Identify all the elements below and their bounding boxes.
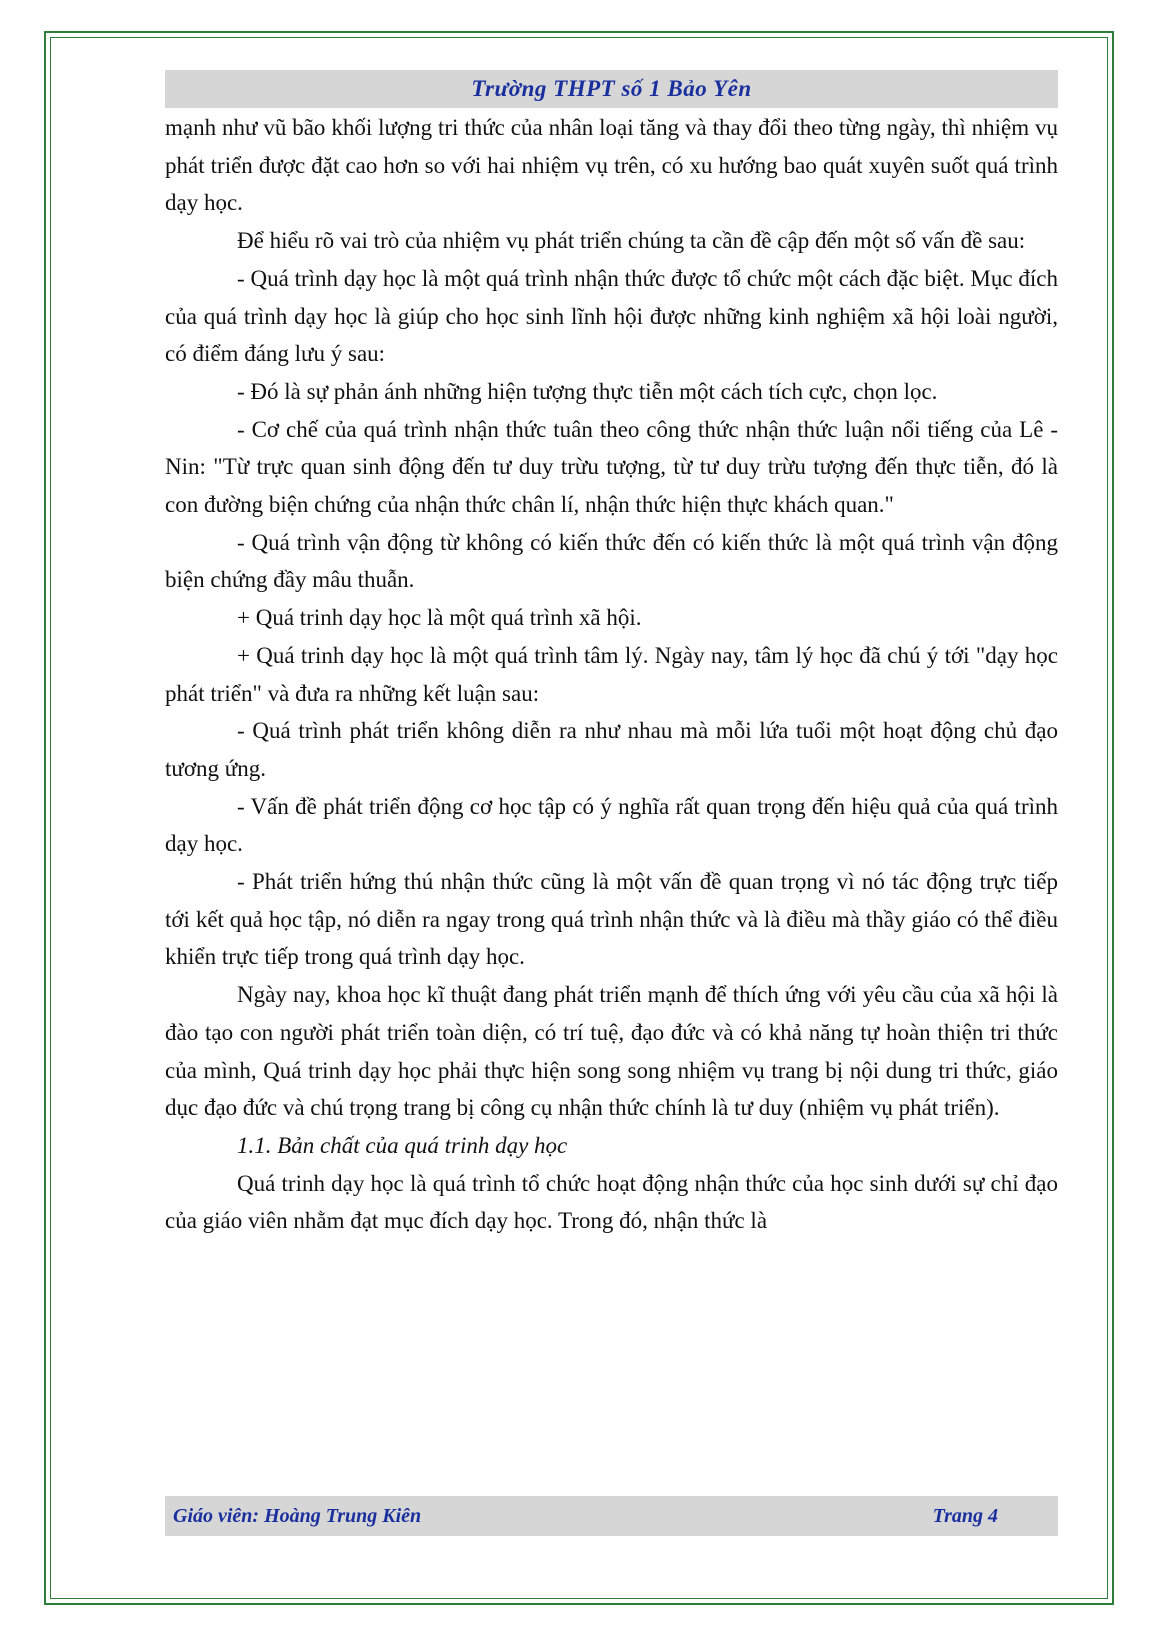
paragraph: mạnh như vũ bão khối lượng tri thức của nhân loại tăng và thay đổi theo từng ngày, thì nhiệm vụ phát triển được đặt cao hơn so với hai nhiệm vụ trên, có xu hướng bao quát xuyên suốt quá trình dạy học. [165,115,1058,216]
paragraph: + Quá trinh dạy học là một quá trình xã hội. [237,605,642,631]
page-footer [165,1496,1058,1536]
school-name: Trường THPT số 1 Bảo Yên [471,76,752,101]
paragraph: - Vấn đề phát triển động cơ học tập có ý nghĩa rất quan trọng đến hiệu quả của quá trình dạy học. [165,793,1058,857]
paragraph: - Cơ chế của quá trình nhận thức tuân theo công thức nhận thức luận nổi tiếng của Lê - Nin: "Từ trực quan sinh động đến tư duy trừu tượng, từ tư duy trừu tượng đến thực tiễn, đó là con đường biện chứng của nhận thức chân lí, nhận thức hiện thực khách quan." [165,416,1058,518]
paragraph: Ngày nay, khoa học kĩ thuật đang phát triển mạnh để thích ứng với yêu cầu của xã hội là đào tạo con người phát triển toàn diện, có trí tuệ, đạo đức và có khả năng tự hoàn thiện tri thức của mình, Quá trinh dạy học phải thực hiện song song nhiệm vụ trang bị nội dung tri thức, giáo dục đạo đức và chú trọng trang bị công cụ nhận thức chính là tư duy (nhiệm vụ phát triển). [165,982,1058,1121]
page-number: Trang 4 [932,1505,998,1527]
paragraph: + Quá trinh dạy học là một quá trình tâm lý. Ngày nay, tâm lý học đã chú ý tới "dạy học phát triển" và đưa ra những kết luận sau: [165,642,1058,706]
document-body [165,109,1058,1240]
teacher-name: Giáo viên: Hoàng Trung Kiên [173,1505,422,1527]
paragraph: - Đó là sự phản ánh những hiện tượng thực tiễn một cách tích cực, chọn lọc. [237,378,938,404]
section-heading: 1.1. Bản chất của quá trinh dạy học [237,1132,568,1158]
paragraph: - Quá trình phát triển không diễn ra như nhau mà mỗi lứa tuổi một hoạt động chủ đạo tương ứng. [165,718,1058,781]
paragraph: - Phát triển hứng thú nhận thức cũng là một vấn đề quan trọng vì nó tác động trực tiếp tới kết quả học tập, nó diễn ra ngay trong quá trình nhận thức và là điều mà thầy giáo có thể điều khiển trực tiếp trong quá trình dạy học. [165,869,1058,970]
paragraph: - Quá trình dạy học là một quá trình nhận thức được tổ chức một cách đặc biệt. Mục đích của quá trình dạy học là giúp cho học sinh lĩnh hội được những kinh nghiệm xã hội loài người, có điểm đáng lưu ý sau: [165,265,1058,367]
paragraph: - Quá trình vận động từ không có kiến thức đến có kiến thức là một quá trình vận động biện chứng đầy mâu thuẫn. [165,529,1058,593]
paragraph: Để hiểu rõ vai trò của nhiệm vụ phát triển chúng ta cần đề cập đến một số vấn đề sau: [237,228,1026,254]
paragraph: Quá trinh dạy học là quá trình tổ chức hoạt động nhận thức của học sinh dưới sự chỉ đạo của giáo viên nhằm đạt mục đích dạy học. Trong đó, nhận thức là [165,1170,1058,1234]
page-header [165,70,1058,108]
